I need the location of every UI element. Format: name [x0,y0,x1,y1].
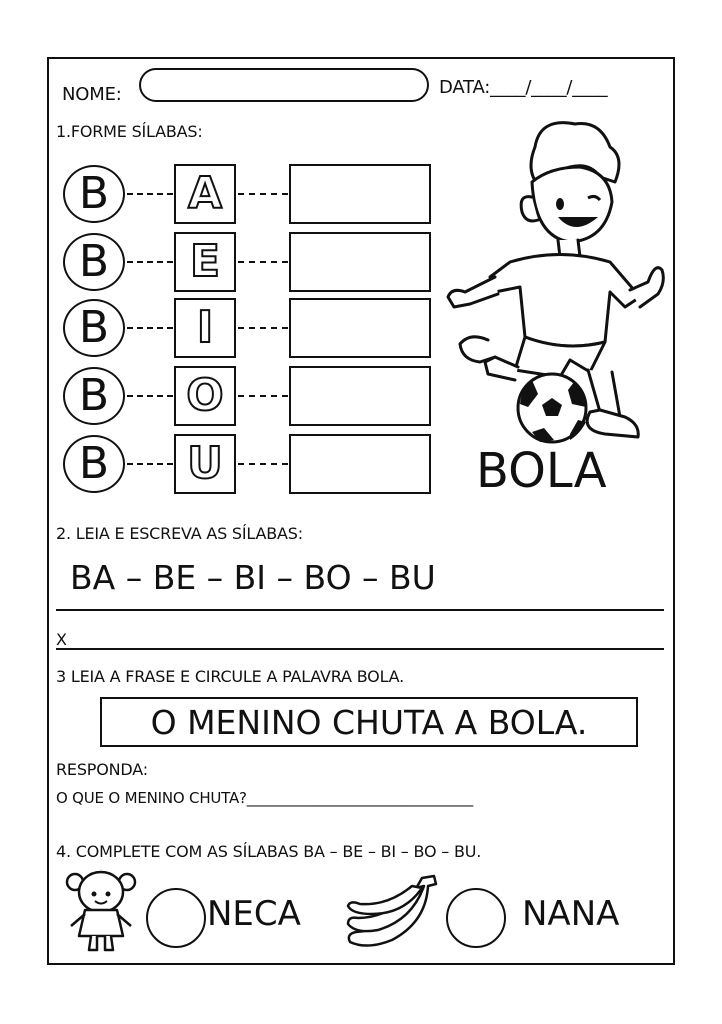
blank-circle-1[interactable] [146,888,206,948]
writing-line-1 [56,609,664,611]
syllables-text: BA – BE – BI – BO – BU [70,558,436,597]
vowel-letter: A [187,168,223,219]
consonant-circle: B [63,233,125,291]
word-nana: NANA [522,894,620,934]
connector-line [238,193,288,195]
vowel-letter: U [187,438,223,489]
boy-kicking-ball-icon [440,112,670,452]
answer-box[interactable] [289,366,431,426]
answer-box[interactable] [289,232,431,292]
word-neca: NECA [207,894,301,934]
consonant-circle: B [63,435,125,493]
doll-icon [65,866,137,954]
section3-title: 3 LEIA A FRASE E CIRCULE A PALAVRA BOLA. [56,667,405,686]
consonant-circle: B [63,165,125,223]
connector-line [127,193,173,195]
date-field[interactable]: DATA:____/____/____ [439,77,608,98]
answer-box[interactable] [289,164,431,224]
vowel-letter: O [186,370,224,421]
banana-icon [342,872,442,952]
connector-line [238,327,288,329]
connector-line [127,463,173,465]
connector-line [127,395,173,397]
x-mark: X [56,630,67,649]
question-line: O QUE O MENINO CHUTA?_______________________________ [56,789,474,807]
connector-line [127,261,173,263]
connector-line [238,463,288,465]
connector-line [127,327,173,329]
writing-line-2 [56,648,664,650]
vowel-letter: I [196,302,214,353]
connector-line [238,261,288,263]
vowel-letter: E [189,236,221,287]
answer-box[interactable] [289,298,431,358]
vowel-box [174,434,236,494]
vowel-box [174,164,236,224]
blank-circle-2[interactable] [446,888,506,948]
name-field[interactable] [139,68,429,102]
name-label: NOME: [62,84,122,105]
section4-title: 4. COMPLETE COM AS SÍLABAS BA – BE – BI – BO – BU. [56,842,482,861]
connector-line [238,395,288,397]
consonant-circle: B [63,367,125,425]
vowel-box [174,366,236,426]
consonant-circle: B [63,299,125,357]
section2-title: 2. LEIA E ESCREVA AS SÍLABAS: [56,524,303,543]
answer-box[interactable] [289,434,431,494]
respond-label: RESPONDA: [56,760,148,779]
picture-word-bola: BOLA [476,443,607,499]
sentence-box: O MENINO CHUTA A BOLA. [100,697,638,747]
section1-title: 1.FORME SÍLABAS: [56,122,203,141]
vowel-box [174,298,236,358]
vowel-box [174,232,236,292]
